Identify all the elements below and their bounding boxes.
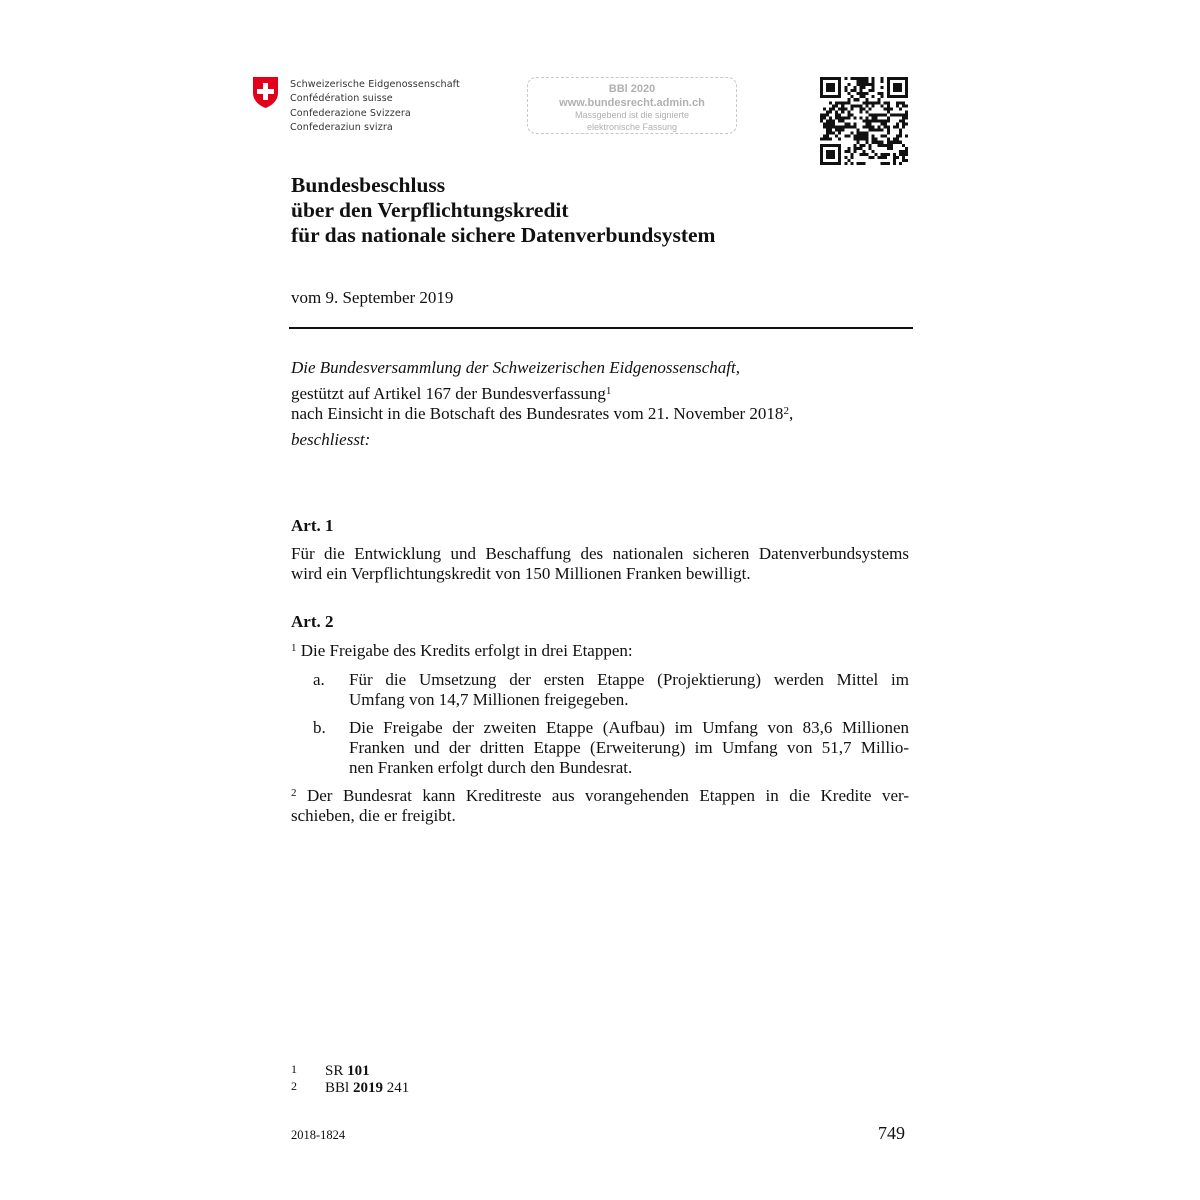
title-line-2: über den Verpflichtungskredit (291, 198, 569, 222)
footnote-1-text (325, 1063, 370, 1080)
title-line-3: für das nationale sichere Datenverbundsystem (291, 223, 716, 247)
footnote-ref-2[interactable]: 2 (783, 405, 789, 417)
preamble-message (291, 404, 911, 424)
art2-paragraph-1 (291, 641, 633, 661)
list-item-b-line-2: Franken und der dritten Etappe (Erweiterung) im Umfang von 51,7 Millio- (349, 738, 909, 757)
list-item-b-text (349, 718, 909, 778)
preamble-assembly: Die Bundesversammlung der Schweizerischen Eidgenossenschaft, (291, 358, 740, 377)
art2-paragraph-2-line-2: schieben, die er freigibt. (291, 806, 456, 825)
preamble-basis (291, 384, 911, 404)
preamble-basis-text: gestützt auf Artikel 167 der Bundesverfassung (291, 384, 606, 403)
confed-name-fr: Confédération suisse (290, 93, 393, 105)
preamble (291, 358, 911, 450)
swiss-cross-shield-icon (252, 76, 279, 109)
divider (289, 327, 913, 329)
list-item-a-mark: a. (313, 670, 325, 689)
document-number: 2018-1824 (291, 1128, 346, 1142)
preamble-message-end: , (788, 404, 794, 423)
footnote-ref-1[interactable]: 1 (605, 385, 612, 397)
art2-paragraph-2-line-1 (291, 786, 909, 806)
list-item-b-line-3: nen Franken erfolgt durch den Bundesrat. (349, 758, 633, 777)
stamp-line-2: www.bundesrecht.admin.ch (559, 97, 705, 109)
art2-heading: Art. 2 (291, 612, 334, 631)
list-item-b-line-1: Die Freigabe der zweiten Etappe (Aufbau) im Umfang von 83,6 Millionen (349, 718, 909, 737)
footnote-2-bold: 2019 (352, 1080, 383, 1096)
confederation-names (290, 78, 460, 135)
paragraph-number-2: 2 (291, 787, 297, 799)
footnote-2-prefix: BBl (325, 1080, 353, 1096)
list-item-a-text (349, 670, 909, 710)
paragraph-number-1: 1 (291, 642, 297, 654)
footnote-2-text (325, 1080, 409, 1097)
art2-paragraph-1-text: Die Freigabe des Kredits erfolgt in drei Etappen: (296, 641, 633, 660)
art1-text-line-1: Für die Entwicklung und Beschaffung des nationalen sicheren Datenverbundsystems (291, 544, 909, 563)
list-item-b-mark: b. (313, 718, 326, 737)
document-title (291, 173, 715, 248)
stamp-line-4: elektronische Fassung (586, 121, 678, 132)
confed-name-de: Schweizerische Eidgenossenschaft (290, 79, 460, 90)
art1-heading: Art. 1 (291, 516, 334, 535)
footnote-1-bold: 101 (347, 1063, 370, 1079)
art2-paragraph-2 (291, 786, 909, 826)
footnote-2-suffix: 241 (382, 1080, 410, 1096)
decree-date: vom 9. September 2019 (291, 288, 454, 307)
footnote-1-number: 1 (291, 1062, 297, 1076)
stamp-line-1: BBl 2020 (608, 83, 656, 95)
list-item-a-line-2: Umfang von 14,7 Millionen freigegeben. (349, 690, 629, 709)
art1-text-line-2: wird ein Verpflichtungskredit von 150 Millionen Franken bewilligt. (291, 564, 751, 583)
list-item-a-line-1: Für die Umsetzung der ersten Etappe (Projektierung) werden Mittel im (349, 670, 909, 689)
page-number: 749 (878, 1123, 905, 1143)
publication-stamp (527, 77, 737, 134)
stamp-line-3: Massgebend ist die signierte (574, 110, 690, 120)
art2-paragraph-2-line-1-text: Der Bundesrat kann Kreditreste aus vorangehenden Etappen in die Kredite ver- (296, 786, 909, 805)
title-line-1: Bundesbeschluss (291, 173, 446, 197)
art1-text (291, 544, 909, 584)
preamble-resolves: beschliesst: (291, 430, 371, 449)
confed-name-rm: Confederaziun svizra (290, 121, 393, 133)
footnote-2-number: 2 (291, 1079, 297, 1093)
qr-code-icon (820, 77, 908, 165)
preamble-message-text: nach Einsicht in die Botschaft des Bundesrates vom 21. November 2018 (291, 404, 784, 423)
footnote-1-prefix: SR (325, 1063, 348, 1079)
confed-name-it: Confederazione Svizzera (290, 107, 411, 119)
